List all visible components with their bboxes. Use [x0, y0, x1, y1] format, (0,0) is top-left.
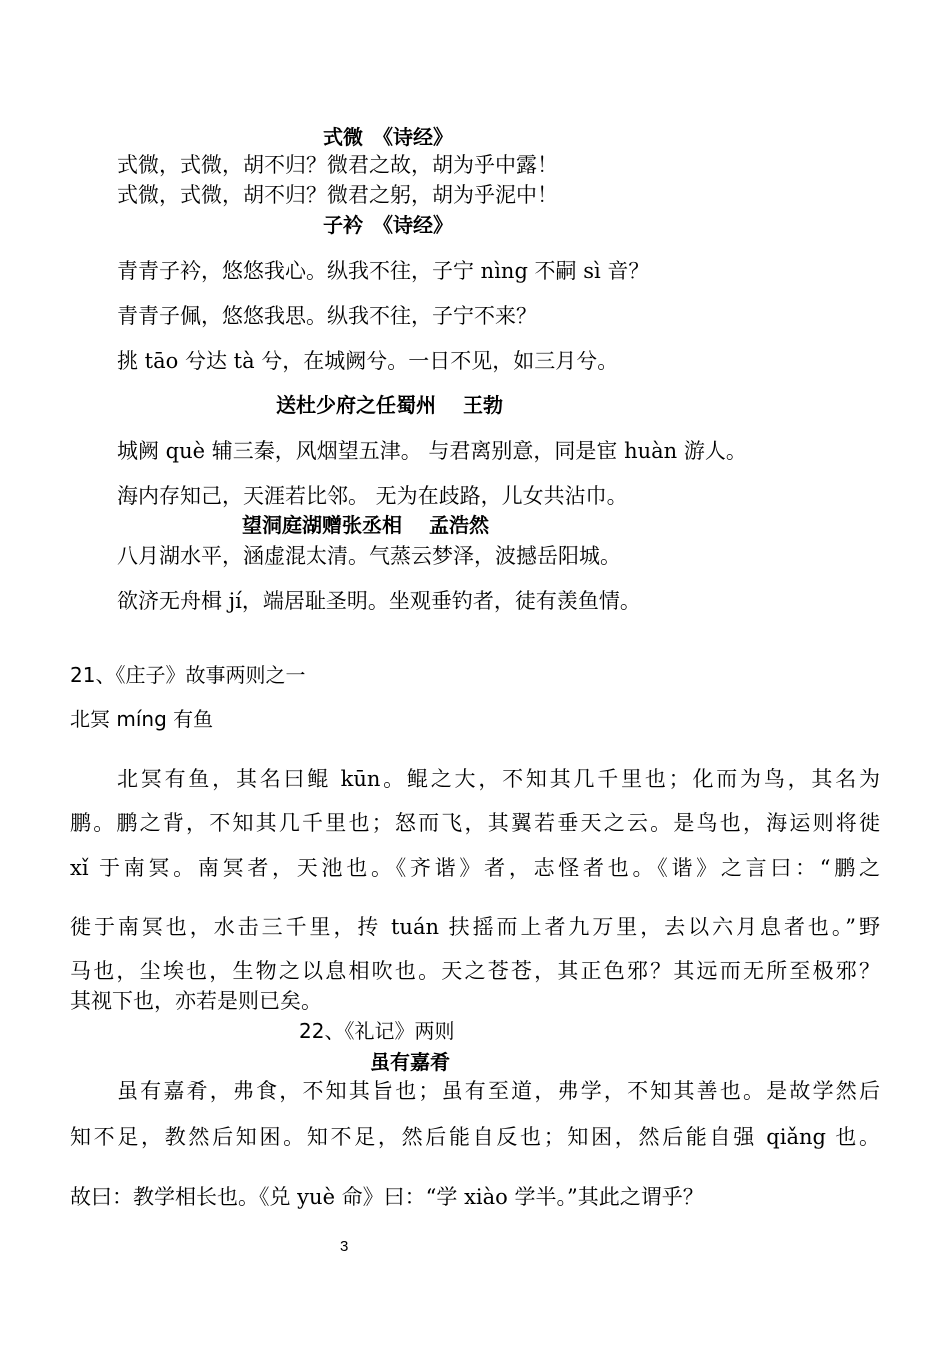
prose-line: 徙于南冥也，水击三千里，抟 tuán 扶摇而上者九万里，去以六月息者也。”野 [70, 915, 880, 939]
section-heading-22: 22、《礼记》两则 [299, 1019, 455, 1043]
poem-line: 欲济无舟楫 jí，端居耻圣明。坐观垂钓者，徒有羡鱼情。 [117, 589, 641, 613]
section-heading-21: 21、《庄子》故事两则之一 [70, 663, 306, 687]
prose-line: 故曰：教学相长也。《兑 yuè 命》曰：“学 xiào 学半。”其此之谓乎？ [70, 1185, 704, 1209]
poem-line: 式微，式微，胡不归？微君之躬，胡为乎泥中！ [117, 183, 558, 207]
prose-line: 其视下也，亦若是则已矣。 [70, 989, 322, 1013]
prose-line: 马也，尘埃也，生物之以息相吹也。天之苍苍，其正色邪？其远而无所至极邪？ [70, 959, 880, 983]
section-subheading: 北冥 míng 有鱼 [70, 707, 214, 731]
prose-line: 鹏。鹏之背，不知其几千里也；怒而飞，其翼若垂天之云。是鸟也，海运则将徙 [70, 811, 880, 835]
page-number: 3 [340, 1238, 349, 1255]
poem-title-songdu: 送杜少府之任蜀州 王勃 [276, 393, 503, 417]
poem-title-shiwei: 式微 《诗经》 [323, 125, 453, 149]
poem-title-zijin: 子衿 《诗经》 [323, 213, 453, 237]
poem-line: 城阙 què 辅三秦，风烟望五津。 与君离别意，同是宦 huàn 游人。 [117, 439, 747, 463]
poem-line: 青青子衿，悠悠我心。纵我不往，子宁 nìng 不嗣 sì 音？ [117, 259, 650, 283]
section-subheading: 虽有嘉肴 [370, 1050, 450, 1074]
poem-line: 八月湖水平，涵虚混太清。气蒸云梦泽，波撼岳阳城。 [117, 544, 621, 568]
prose-line: 北冥有鱼，其名曰鲲 kūn。鲲之大，不知其几千里也；化而为鸟，其名为 [117, 767, 880, 791]
prose-line: xǐ 于南冥。南冥者，天池也。《齐谐》者，志怪者也。《谐》之言曰：“鹏之 [70, 856, 880, 880]
prose-line: 知不足，教然后知困。知不足，然后能自反也；知困，然后能自强 qiǎng 也。 [70, 1125, 880, 1149]
poem-line: 青青子佩，悠悠我思。纵我不往，子宁不来？ [117, 304, 537, 328]
poem-line: 式微，式微，胡不归？微君之故，胡为乎中露！ [117, 153, 558, 177]
poem-line: 海内存知己，天涯若比邻。 无为在歧路，儿女共沾巾。 [117, 484, 628, 508]
poem-line: 挑 tāo 兮达 tà 兮，在城阙兮。一日不见，如三月兮。 [117, 349, 619, 373]
prose-line: 虽有嘉肴，弗食，不知其旨也；虽有至道，弗学，不知其善也。是故学然后 [117, 1079, 880, 1103]
poem-title-dongting: 望洞庭湖赠张丞相 孟浩然 [242, 513, 489, 537]
